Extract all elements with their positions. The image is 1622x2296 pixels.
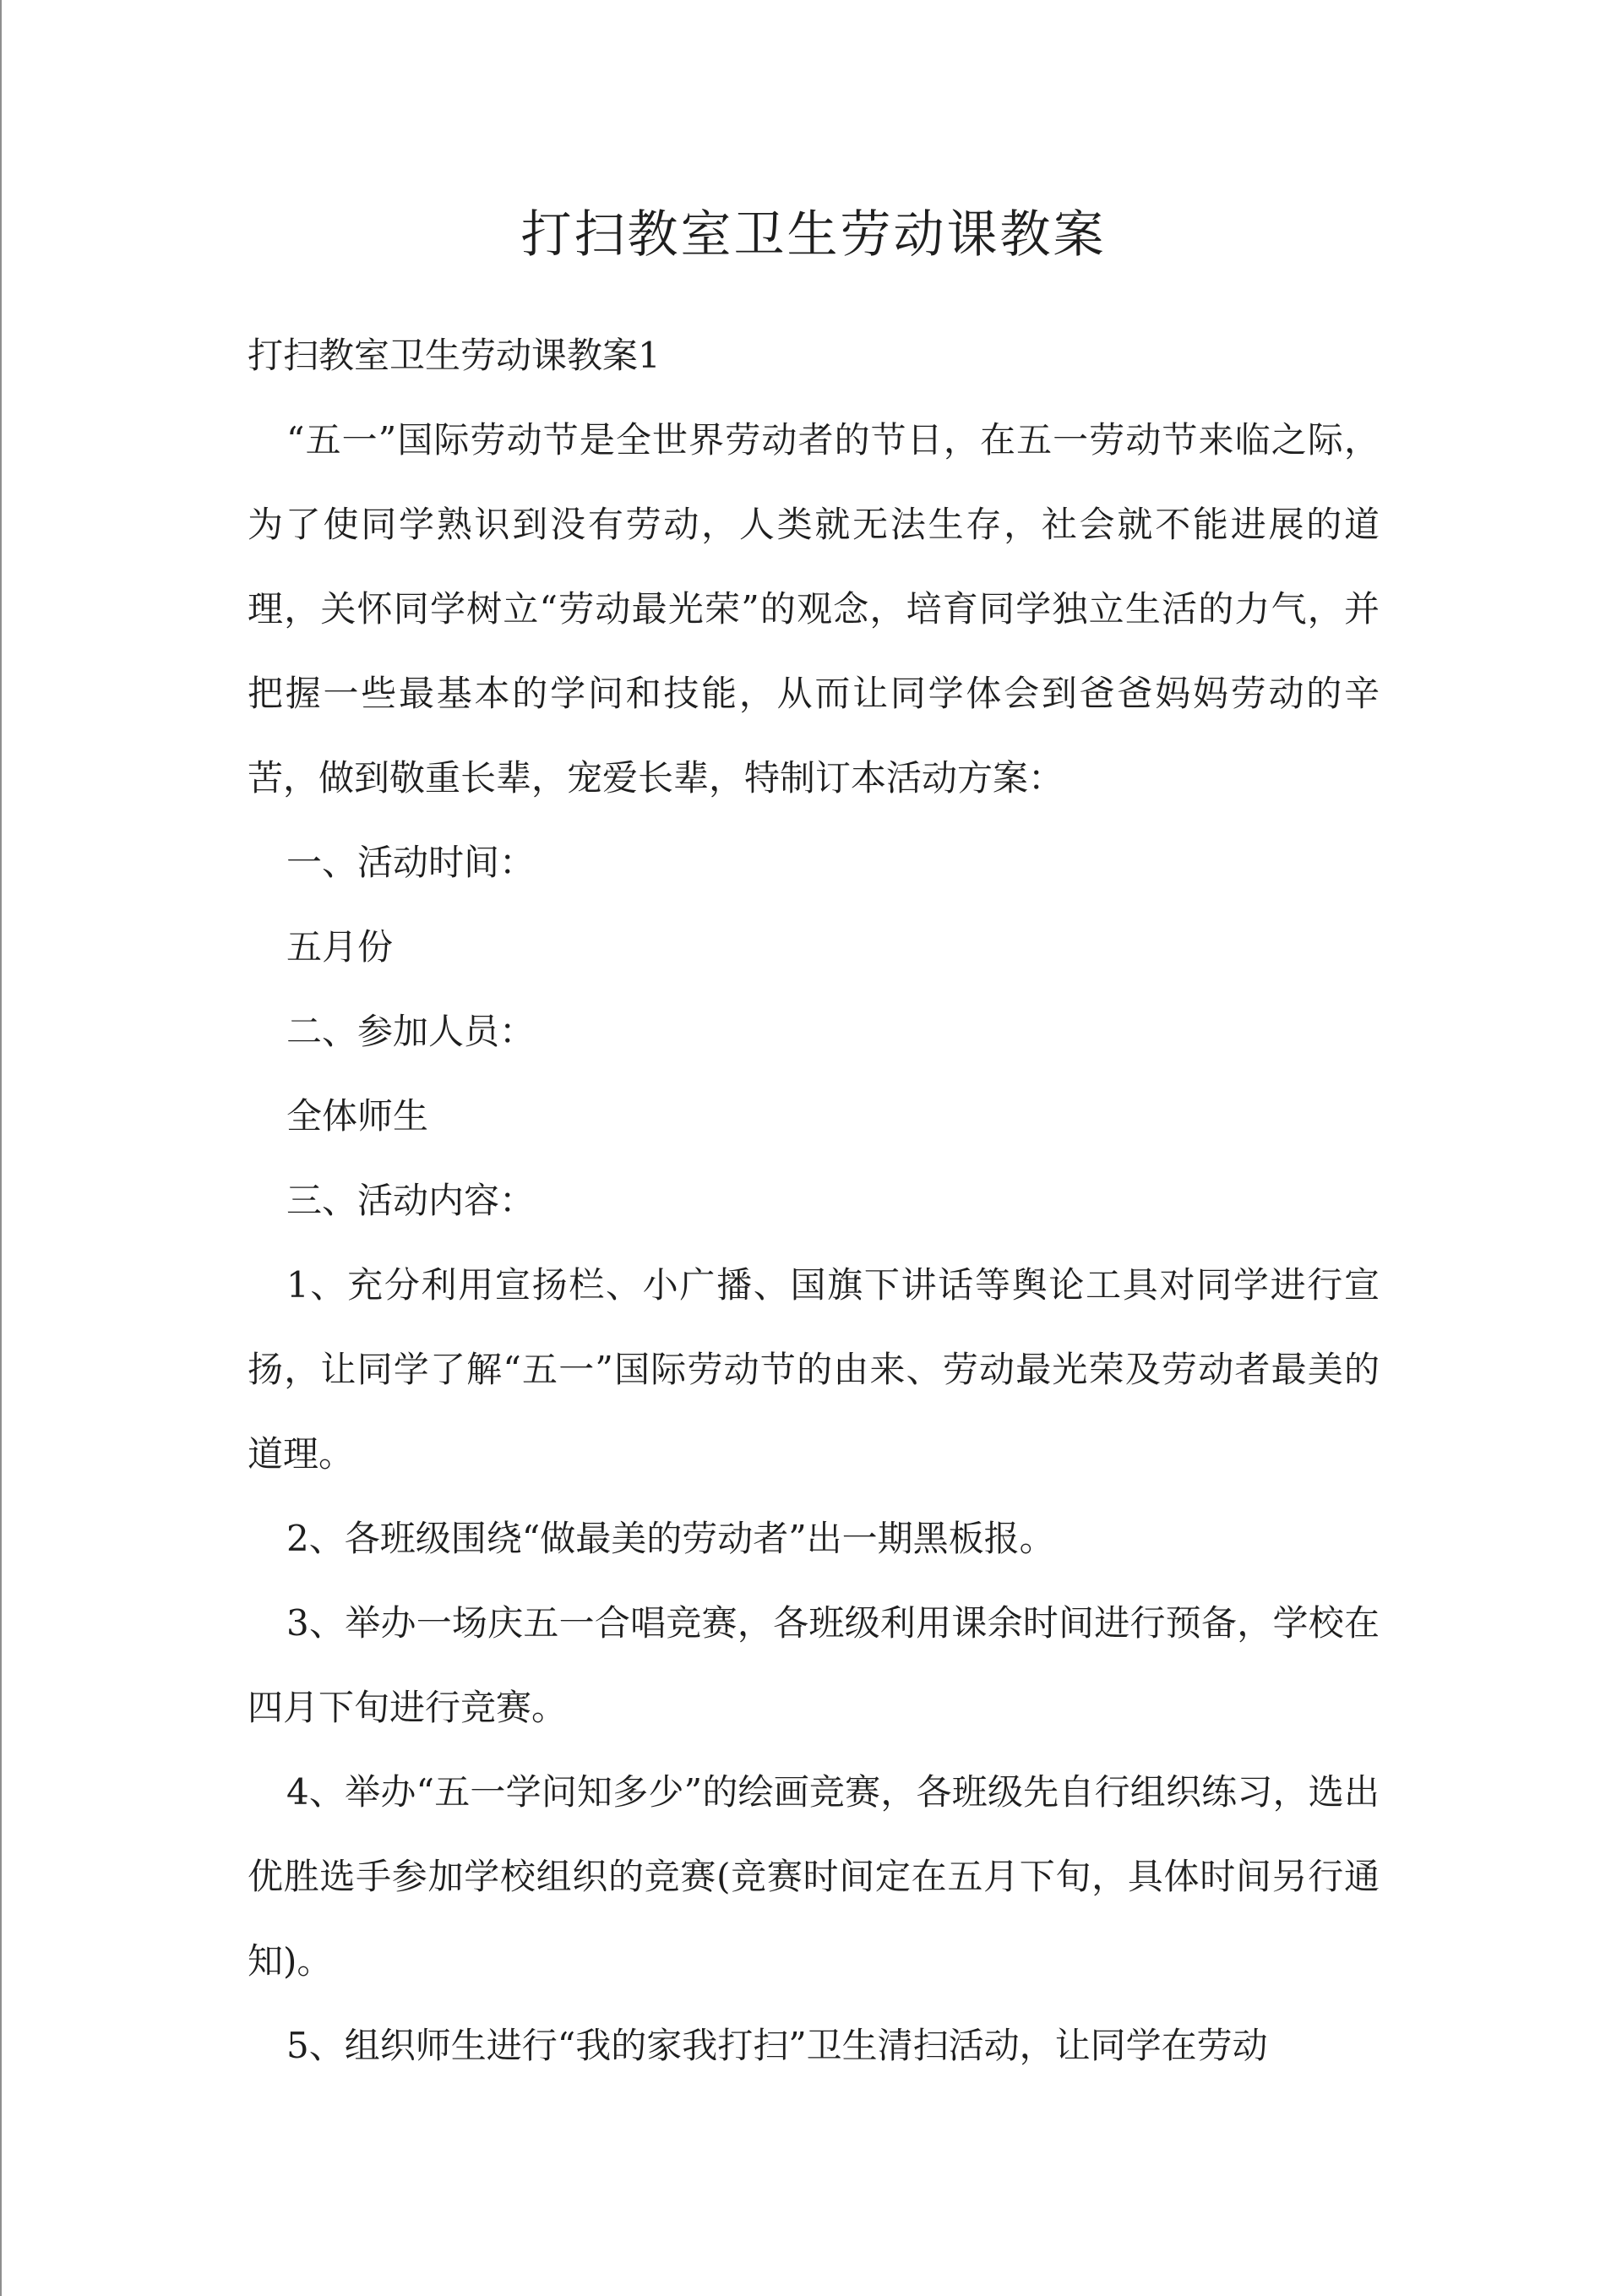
participants-heading: 二、参加人员：	[286, 1011, 536, 1052]
document-title: 打扫教室卫生劳动课教案	[520, 205, 1107, 265]
content-item-3: 3、举办一场庆五一合唱竞赛，各班级利用课余时间进行预备，学校在四月下旬进行竞赛。	[248, 1602, 1380, 1728]
content-item-4: 4、举办“五一学问知多少”的绘画竞赛，各班级先自行组织练习，选出优胜选手参加学校组织的竞赛(竞赛时间定在五月下旬，具体时间另行通知)。	[248, 1771, 1380, 1982]
participants-value: 全体师生	[286, 1095, 429, 1137]
activity-time-heading: 一、活动时间：	[286, 842, 536, 883]
document-body	[248, 314, 1380, 2088]
intro-paragraph: “五一”国际劳动节是全世界劳动者的节日，在五一劳动节来临之际，为了使同学熟识到没有劳动，人类就无法生存，社会就不能进展的道理，关怀同学树立“劳动最光荣”的观念，培育同学独立生活的力气，并把握一些最基本的学问和技能，从而让同学体会到爸爸妈妈劳动的辛苦，做到敬重长辈，宠爱长辈，特制订本活动方案：	[248, 419, 1380, 799]
section-heading: 打扫教室卫生劳动课教案1	[248, 335, 661, 376]
content-item-1: 1、充分利用宣扬栏、小广播、国旗下讲话等舆论工具对同学进行宣扬，让同学了解“五一”国际劳动节的由来、劳动最光荣及劳动者最美的道理。	[248, 1264, 1380, 1475]
activity-content-heading: 三、活动内容：	[286, 1180, 536, 1221]
content-item-5: 5、组织师生进行“我的家我打扫”卫生清扫活动，让同学在劳动	[286, 2025, 1268, 2066]
activity-time-value: 五月份	[286, 926, 394, 968]
content-item-2: 2、各班级围绕“做最美的劳动者”出一期黑板报。	[286, 1518, 1055, 1559]
page-left-border	[0, 0, 2, 2296]
